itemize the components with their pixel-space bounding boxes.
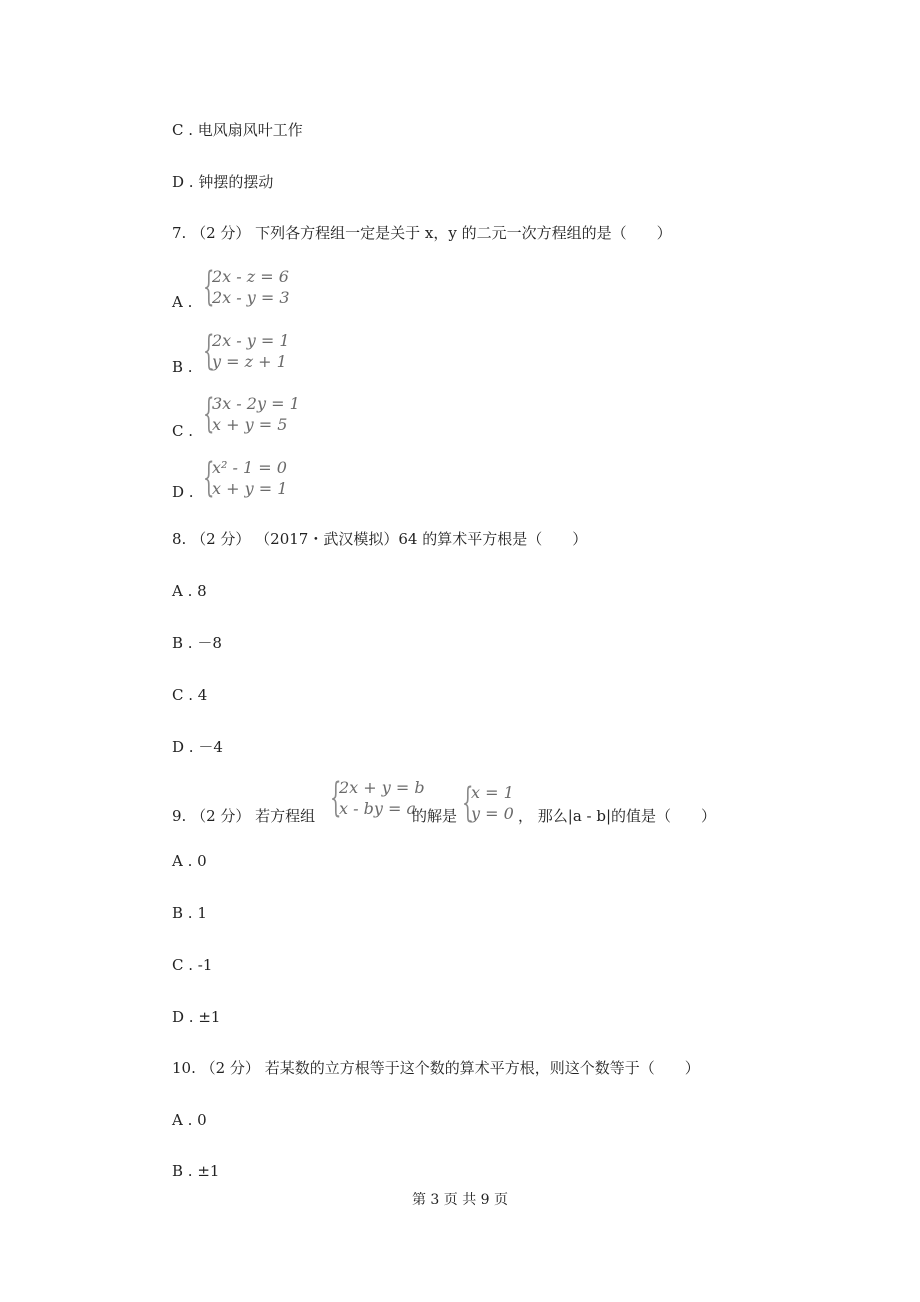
page-footer: 第 3 页 共 9 页 — [411, 1192, 509, 1208]
question-9-suffix: ， 那么|a - b|的值是（ ） — [518, 807, 717, 825]
equation-line: 2x + y = b — [339, 778, 425, 797]
q7-option-b-label: B . — [172, 358, 193, 376]
q9-option-d: D . ±1 — [172, 1008, 221, 1026]
equation-line: x + y = 5 — [212, 415, 288, 434]
question-9-mid: 的解是 — [412, 807, 458, 825]
q9-option-c: C . -1 — [172, 956, 213, 974]
question-9-prefix: 9. （2 分） 若方程组 — [172, 807, 316, 825]
equation-line: 2x - y = 3 — [212, 288, 290, 307]
equation-line: x + y = 1 — [212, 479, 288, 498]
q8-option-c: C . 4 — [172, 686, 208, 704]
q8-option-b: B . －8 — [172, 634, 222, 652]
equation-line: x - by = a — [339, 799, 416, 818]
equation-line: y = 0 — [471, 804, 514, 823]
q7-option-a-label: A . — [172, 293, 193, 311]
q8-option-a: A . 8 — [172, 582, 207, 600]
q7-option-c-label: C . — [172, 422, 194, 440]
option-d-text: D . 钟摆的摆动 — [172, 173, 274, 191]
question-7-stem: 7. （2 分） 下列各方程组一定是关于 x，y 的二元一次方程组的是（ ） — [172, 224, 672, 242]
q10-option-a: A . 0 — [172, 1111, 207, 1129]
question-8-stem: 8. （2 分） （2017・武汉模拟）64 的算术平方根是（ ） — [172, 530, 588, 548]
equation-line: 3x - 2y = 1 — [212, 394, 300, 413]
equation-line: x = 1 — [471, 783, 514, 802]
q7-option-d-label: D . — [172, 483, 194, 501]
q9-option-b: B . 1 — [172, 904, 207, 922]
equation-line: 2x - z = 6 — [212, 267, 289, 286]
equation-line: 2x - y = 1 — [212, 331, 290, 350]
question-10-stem: 10. （2 分） 若某数的立方根等于这个数的算术平方根，则这个数等于（ ） — [172, 1059, 700, 1077]
q9-option-a: A . 0 — [172, 852, 207, 870]
equation-line: x² - 1 = 0 — [212, 458, 287, 477]
equation-line: y = z + 1 — [212, 352, 287, 371]
q8-option-d: D . －4 — [172, 738, 223, 756]
option-c-text: C . 电风扇风叶工作 — [172, 121, 303, 139]
q10-option-b: B . ±1 — [172, 1162, 220, 1180]
